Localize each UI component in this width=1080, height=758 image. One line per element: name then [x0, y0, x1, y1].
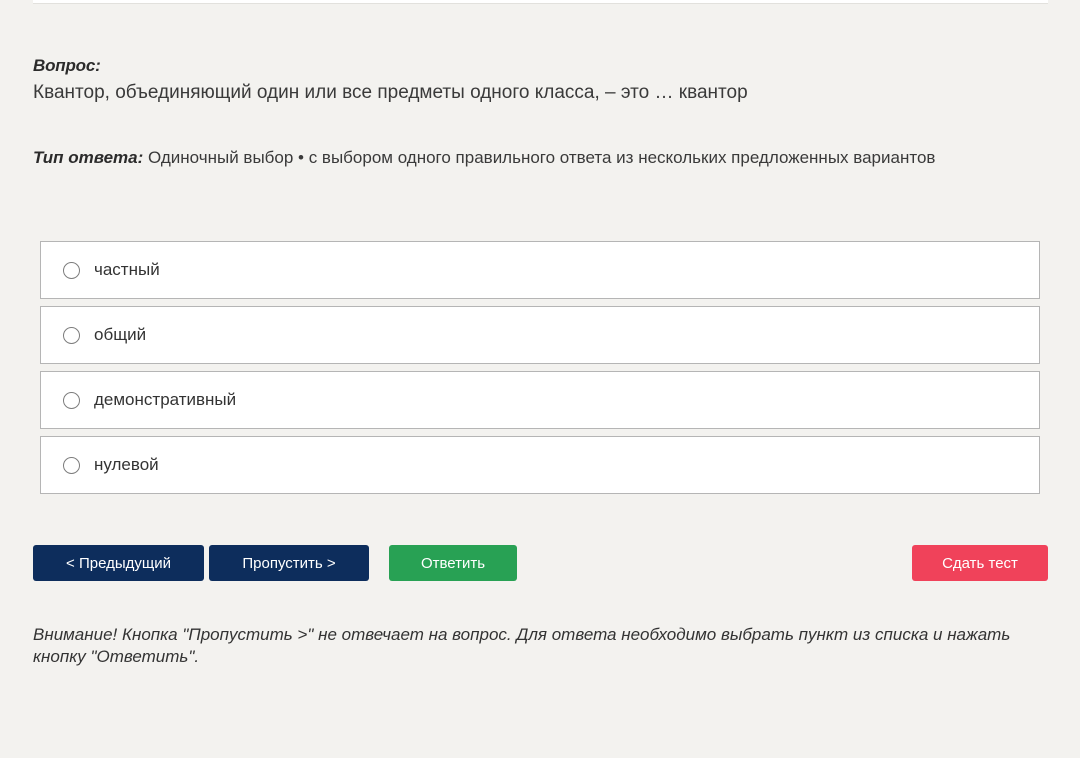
answer-options: [40, 241, 1040, 501]
option-2[interactable]: [40, 306, 1040, 364]
option-label: частный: [94, 260, 160, 279]
option-label: демонстративный: [94, 390, 237, 409]
option-1[interactable]: [40, 241, 1040, 299]
radio-button[interactable]: [63, 327, 80, 344]
radio-button[interactable]: [63, 262, 80, 279]
answer-type-label: Тип ответа:: [33, 148, 144, 167]
skip-button[interactable]: Пропустить >: [209, 545, 369, 581]
question-label: Вопрос:: [33, 56, 101, 75]
notice-text: Внимание! Кнопка "Пропустить >" не отвечает на вопрос. Для ответа необходимо выбрать пункт из списка и нажать кнопку "Ответить".: [33, 625, 1011, 666]
answer-type-value: Одиночный выбор • с выбором одного правильного ответа из нескольких предложенных вариантов: [148, 148, 936, 167]
top-panel-edge: [33, 0, 1048, 4]
option-4[interactable]: [40, 436, 1040, 494]
option-label: нулевой: [94, 455, 159, 474]
answer-button[interactable]: Ответить: [389, 545, 517, 581]
answer-type: [33, 148, 935, 168]
question-text: Квантор, объединяющий один или все предметы одного класса, – это … квантор: [33, 82, 748, 103]
previous-button[interactable]: < Предыдущий: [33, 545, 204, 581]
submit-test-button[interactable]: Сдать тест: [912, 545, 1048, 581]
radio-button[interactable]: [63, 457, 80, 474]
option-label: общий: [94, 325, 147, 344]
radio-button[interactable]: [63, 392, 80, 409]
option-3[interactable]: [40, 371, 1040, 429]
